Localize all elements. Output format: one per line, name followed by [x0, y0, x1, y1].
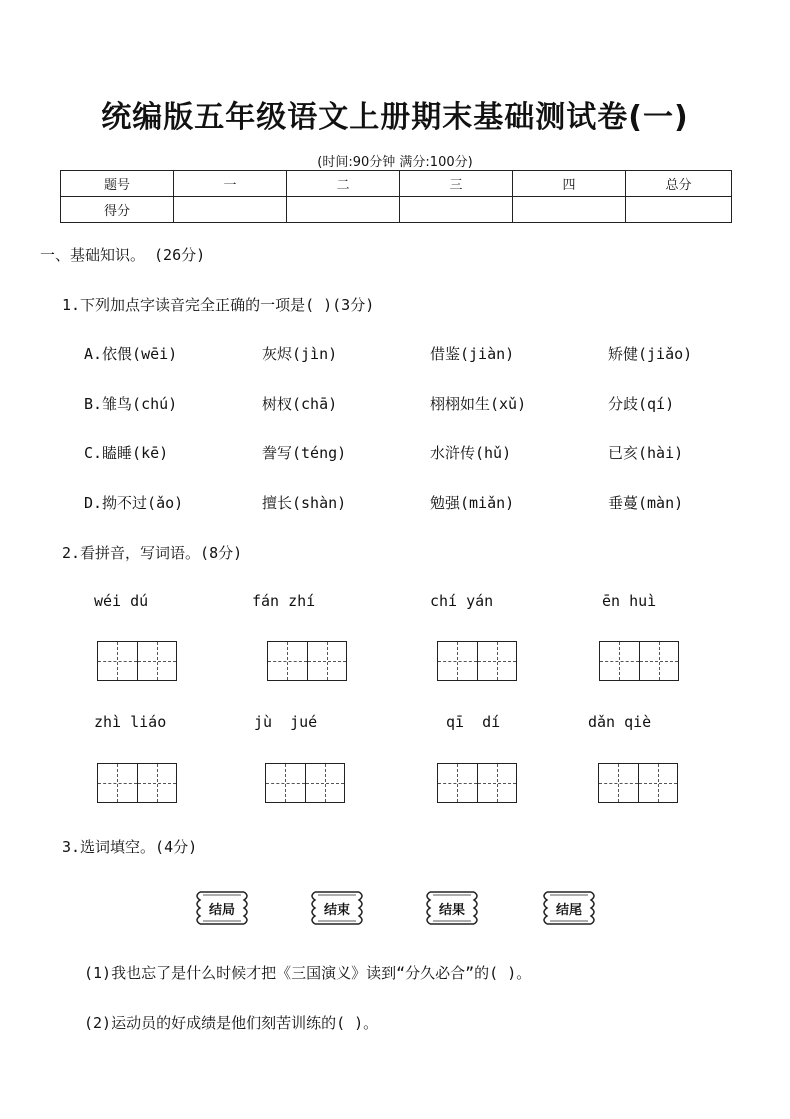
q1-option-b3: 栩栩如生(xǔ) — [430, 395, 527, 413]
q1-option-b1: B.雏鸟(chú) — [84, 395, 178, 413]
q2-pinyin-1: wéi dú — [94, 592, 149, 610]
word-choice-card — [539, 890, 599, 926]
question-1-prompt: 1.下列加点字读音完全正确的一项是( )(3分) — [62, 296, 375, 314]
question-2-prompt: 2.看拼音，写词语。(8分) — [62, 544, 243, 562]
score-table-header-cell: 二 — [287, 171, 400, 197]
score-blank-cell[interactable] — [626, 197, 732, 223]
score-blank-cell[interactable] — [400, 197, 513, 223]
q3-item-1: (1)我也忘了是什么时候才把《三国演义》读到“分久必合”的( )。 — [84, 964, 532, 982]
q1-option-a2: 灰烬(jìn) — [262, 345, 338, 363]
word-choice-card — [192, 890, 252, 926]
q1-option-c3: 水浒传(hǔ) — [430, 444, 512, 462]
q1-option-d1: D.拗不过(ǎo) — [84, 494, 184, 512]
score-blank-cell[interactable] — [287, 197, 400, 223]
score-row-label: 得分 — [61, 197, 174, 223]
q1-option-d3: 勉强(miǎn) — [430, 494, 515, 512]
q1-option-b4: 分歧(qí) — [608, 395, 675, 413]
score-blank-cell[interactable] — [174, 197, 287, 223]
word-choice-label: 结果 — [438, 903, 465, 918]
word-choice-card — [307, 890, 367, 926]
q1-option-c1: C.瞌睡(kē) — [84, 444, 169, 462]
score-table-score-row — [61, 197, 732, 223]
word-choice-label: 结局 — [208, 903, 235, 918]
q2-pinyin-3: chí yán — [430, 592, 494, 610]
q3-item-2: (2)运动员的好成绩是他们刻苦训练的( )。 — [84, 1014, 379, 1032]
question-3-prompt: 3.选词填空。(4分) — [62, 838, 198, 856]
q1-option-d2: 擅长(shàn) — [262, 494, 347, 512]
writing-grid[interactable] — [598, 763, 678, 803]
q1-option-b2: 树杈(chā) — [262, 395, 338, 413]
q2-pinyin-5: zhì liáo — [94, 713, 167, 731]
q2-pinyin-8: dǎn qiè — [588, 713, 652, 731]
score-table-header-row — [61, 171, 732, 197]
q1-option-a4: 矫健(jiǎo) — [608, 345, 693, 363]
score-table-header-cell: 总分 — [626, 171, 732, 197]
score-table-header-cell: 一 — [174, 171, 287, 197]
score-table-header-cell: 四 — [513, 171, 626, 197]
q2-pinyin-7: qī dí — [446, 713, 501, 731]
word-choice-label: 结束 — [323, 903, 350, 918]
q2-pinyin-6: jù jué — [254, 713, 318, 731]
writing-grid[interactable] — [437, 641, 517, 681]
q2-pinyin-4: ēn huì — [602, 592, 657, 610]
q2-pinyin-2: fán zhí — [252, 592, 316, 610]
q1-option-d4: 垂蔓(màn) — [608, 494, 684, 512]
score-table-header-cell: 题号 — [61, 171, 174, 197]
writing-grid[interactable] — [265, 763, 345, 803]
section-1-heading: 一、基础知识。 (26分) — [40, 246, 206, 264]
score-table — [60, 170, 732, 223]
exam-time-score: (时间:90分钟 满分:100分) — [317, 155, 473, 170]
score-blank-cell[interactable] — [513, 197, 626, 223]
writing-grid[interactable] — [437, 763, 517, 803]
q1-option-c2: 誊写(téng) — [262, 444, 347, 462]
writing-grid[interactable] — [97, 763, 177, 803]
q1-option-a1: A.依偎(wēi) — [84, 345, 178, 363]
writing-grid[interactable] — [599, 641, 679, 681]
word-choice-card — [422, 890, 482, 926]
score-table-header-cell: 三 — [400, 171, 513, 197]
q1-option-a3: 借鉴(jiàn) — [430, 345, 515, 363]
writing-grid[interactable] — [97, 641, 177, 681]
page-title: 统编版五年级语文上册期末基础测试卷(一) — [101, 100, 689, 135]
q1-option-c4: 已亥(hài) — [608, 444, 684, 462]
word-choice-label: 结尾 — [555, 903, 582, 918]
writing-grid[interactable] — [267, 641, 347, 681]
